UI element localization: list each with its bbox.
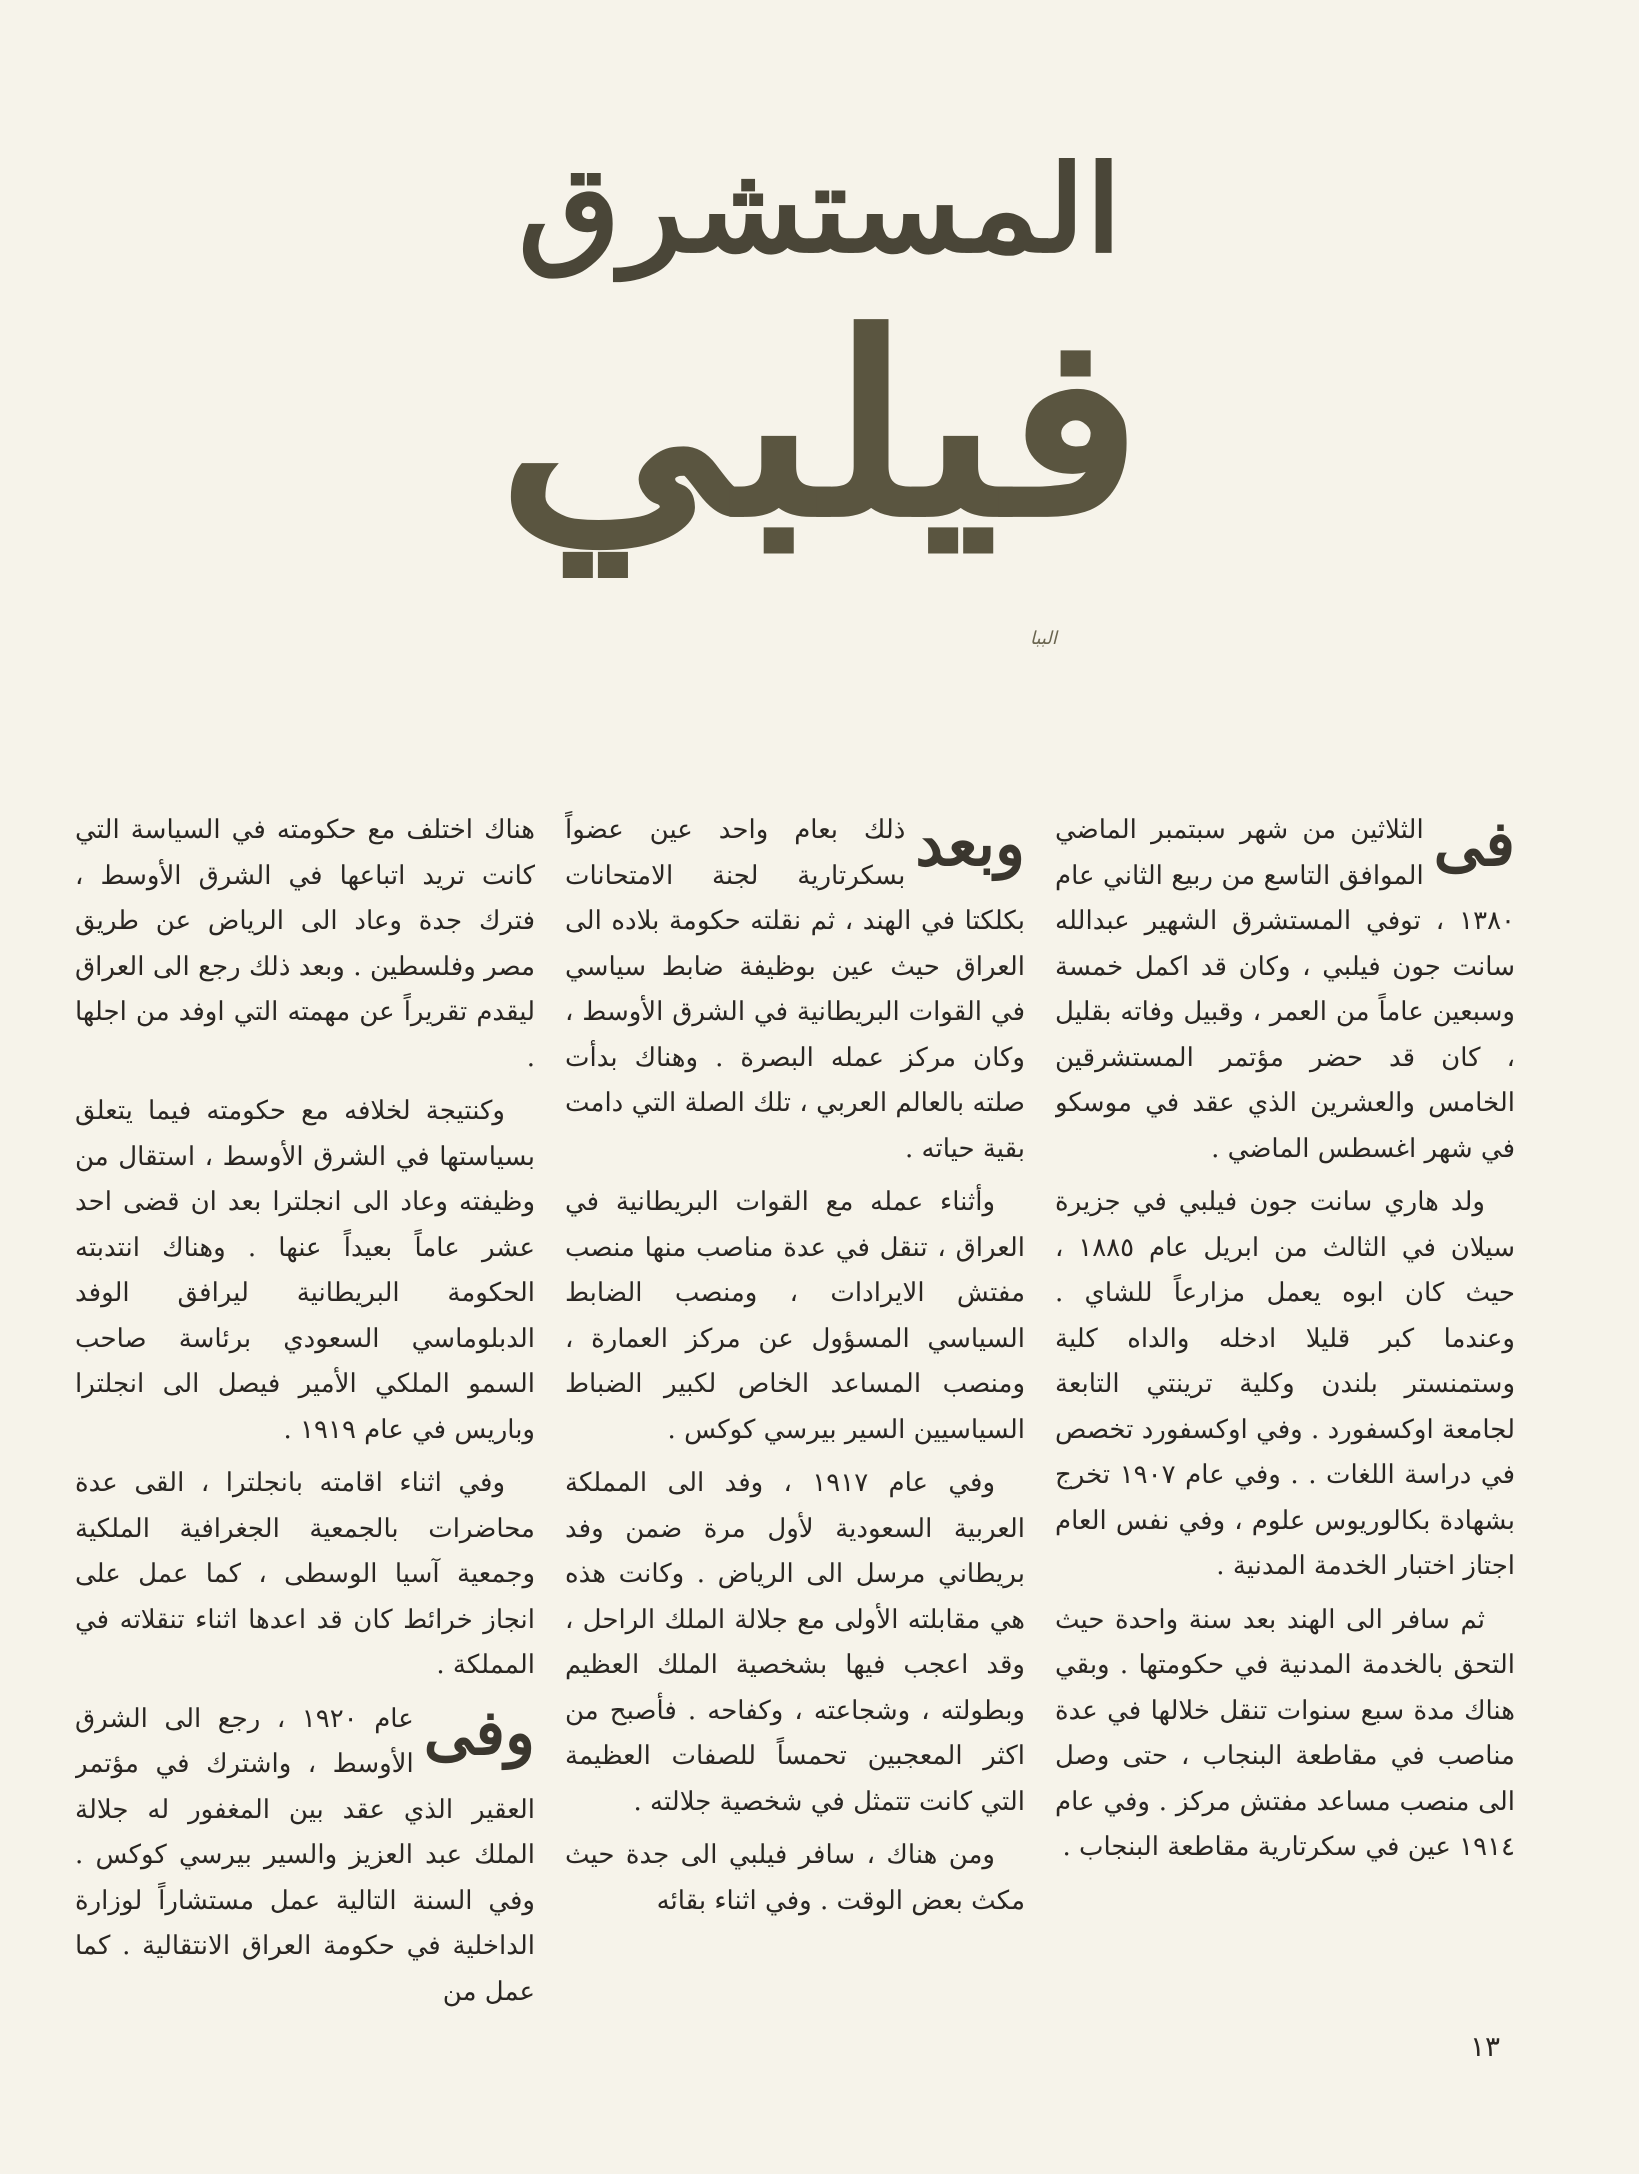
drop-word: فى xyxy=(1433,808,1515,880)
title-orientalist: المستشرق xyxy=(518,139,1122,280)
paragraph: الثلاثين من شهر سبتمبر الماضي الموافق التاسع من ربيع الثاني عام ١٣٨٠ ، توفي المستشرق الشهير عبدالله سانت جون فيلبي ، وكان قد اكمل خمسة وسبعين عاماً من العمر ، وقبيل وفاته بقليل ، كان قد حضر مؤتمر المستشرقين الخامس والعشرين الذي عقد في موسكو في شهر اغسطس الماضي . xyxy=(1055,815,1515,1164)
column-3 xyxy=(75,808,535,2028)
paragraph: وفي عام ١٩١٧ ، وفد الى المملكة العربية السعودية لأول مرة ضمن وفد بريطاني مرسل الى الرياض . وكانت هذه هي مقابلته الأولى مع جلالة الملك الراحل ، وقد اعجب فيها بشخصية الملك العظيم وبطولته ، وشجاعته ، وكفاحه . فأصبح من اكثر المعجبين تحمساً للصفات العظيمة التي كانت تتمثل في شخصية جلالته . xyxy=(565,1468,1025,1817)
paragraph: ثم سافر الى الهند بعد سنة واحدة حيث التحق بالخدمة المدنية في حكومتها . وبقي هناك مدة سبع سنوات تنقل خلالها في عدة مناصب في مقاطعة البنجاب ، حتى وصل الى منصب مساعد مفتش مركز . وفي عام ١٩١٤ عين في سكرتارية مقاطعة البنجاب . xyxy=(1055,1604,1515,1862)
article-body xyxy=(75,808,1515,2028)
calligrapher-signature: الببا xyxy=(1030,628,1057,649)
paragraph: وأثناء عمله مع القوات البريطانية في العراق ، تنقل في عدة مناصب منها منصب مفتش الايرادات ، ومنصب الضابط السياسي المسؤول عن مركز العمارة ، ومنصب المساعد الخاص لكبير الضباط السياسيين السير بيرسي كوكس . xyxy=(565,1187,1025,1445)
title-philby: فيلبي xyxy=(497,278,1143,572)
page-number: ١٣ xyxy=(1470,2030,1501,2063)
drop-word: وبعد xyxy=(915,808,1025,880)
paragraph: ومن هناك ، سافر فيلبي الى جدة حيث مكث بعض الوقت . وفي اثناء بقائه xyxy=(565,1840,1025,1916)
paragraph: وكنتيجة لخلافه مع حكومته فيما يتعلق بسياستها في الشرق الأوسط ، استقال من وظيفته وعاد الى انجلترا بعد ان قضى احد عشر عاماً بعيداً عنها . وهناك انتدبته الحكومة البريطانية ليرافق الوفد الدبلوماسي السعودي برئاسة صاحب السمو الملكي الأمير فيصل الى انجلترا وباريس في عام ١٩١٩ . xyxy=(75,1096,535,1445)
paragraph xyxy=(75,1697,535,2016)
column-2 xyxy=(565,808,1025,2028)
column-1 xyxy=(1055,808,1515,2028)
drop-word: وفى xyxy=(423,1695,535,1769)
paragraph-text: عام ١٩٢٠ ، رجع الى الشرق الأوسط ، واشترك في مؤتمر العقير الذي عقد بين المغفور له جلالة الملك عبد العزيز والسير بيرسي كوكس . وفي السنة التالية عمل مستشاراً لوزارة الداخلية في حكومة العراق الانتقالية . كما عمل من xyxy=(75,1703,535,2007)
title-block xyxy=(0,0,1639,760)
paragraph: وفي اثناء اقامته بانجلترا ، القى عدة محاضرات بالجمعية الجغرافية الملكية وجمعية آسيا الوسطى ، كما عمل على انجاز خرائط كان قد اعدها اثناء تنقلاته في المملكة . xyxy=(75,1468,535,1680)
paragraph: هناك اختلف مع حكومته في السياسة التي كانت تريد اتباعها في الشرق الأوسط ، فترك جدة وعاد الى الرياض عن طريق مصر وفلسطين . وبعد ذلك رجع الى العراق ليقدم تقريراً عن مهمته التي اوفد من اجلها . xyxy=(75,815,535,1073)
paragraph: ولد هاري سانت جون فيلبي في جزيرة سيلان في الثالث من ابريل عام ١٨٨٥ ، حيث كان ابوه يعمل مزارعاً للشاي . وعندما كبر قليلا ادخله والداه كلية وستمنستر بلندن وكلية ترينتي التابعة لجامعة اوكسفورد . وفي اوكسفورد تخصص في دراسة اللغات . . وفي عام ١٩٠٧ تخرج بشهادة بكالوريوس علوم ، وفي نفس العام اجتاز اختبار الخدمة المدنية . xyxy=(1055,1187,1515,1581)
paragraph: ذلك بعام واحد عين عضواً بسكرتارية لجنة الامتحانات بكلكتا في الهند ، ثم نقلته حكومة بلاده الى العراق حيث عين بوظيفة ضابط سياسي في القوات البريطانية في الشرق الأوسط ، وكان مركز عمله البصرة . وهناك بدأت صلته بالعالم العربي ، تلك الصلة التي دامت بقية حياته . xyxy=(565,815,1025,1164)
